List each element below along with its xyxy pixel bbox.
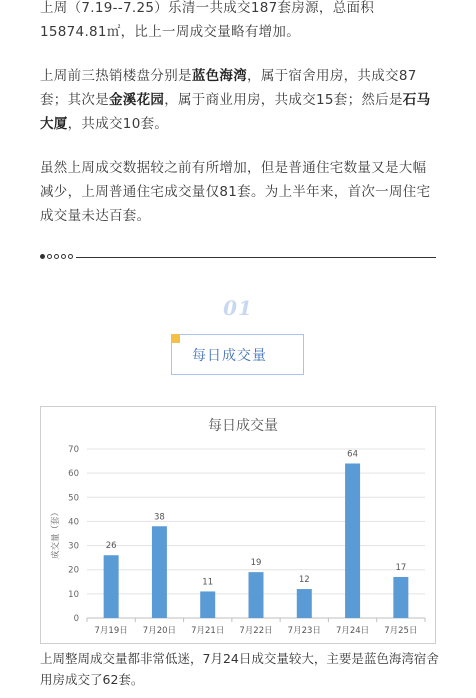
y-tick-label: 10 [68, 589, 79, 600]
y-axis-label: 成交量（套） [51, 507, 61, 560]
paragraph-top-projects [40, 64, 440, 136]
corner-accent [171, 334, 180, 343]
data-label: 11 [202, 577, 214, 588]
project-name-lanse-haiwan: 蓝色海湾 [191, 68, 248, 84]
data-label: 64 [347, 449, 358, 460]
bar [200, 591, 215, 618]
section-divider [40, 252, 436, 264]
x-tick-label: 7月23日 [287, 626, 321, 636]
section-title: 每日成交量 [192, 348, 267, 364]
project-name-jinxi-huayuan: 金溪花园 [109, 92, 165, 108]
paragraph-weekly-summary-text: 上周（7.19--7.25）乐清一共成交187套房源，总面积15874.81㎡，比上一周成交量略有增加。 [40, 0, 375, 40]
project-name-shima-dasha: 石马大厦 [40, 92, 431, 132]
divider-dot [54, 254, 59, 259]
bar [345, 463, 360, 618]
y-tick-label: 40 [68, 517, 79, 528]
text-segment: ，属于宿舍用房，共成交87套；其次是 [40, 68, 417, 108]
bar [152, 526, 167, 618]
text-segment: 上周前三热销楼盘分别是 [40, 68, 192, 84]
chart-caption: 上周整周成交量都非常低迷，7月24日成交量较大，主要是蓝色海湾宿舍用房成交了62套。 [40, 651, 439, 687]
divider-line [76, 257, 436, 258]
paragraph-residential-analysis-text: 虽然上周成交数据较之前有所增加，但是普通住宅数量又是大幅减少，上周普通住宅成交量仅81套。为上半年来，首次一周住宅成交量未达百套。 [40, 160, 431, 224]
bar [393, 577, 408, 618]
divider-dot [47, 254, 52, 259]
y-tick-label: 0 [73, 614, 79, 624]
divider-dot [40, 254, 45, 259]
data-label: 12 [298, 575, 310, 586]
chart-svg [41, 407, 435, 643]
x-tick-label: 7月22日 [239, 626, 273, 636]
divider-dot [61, 254, 66, 259]
text-segment: ，属于商业用房，共成交15套；然后是 [164, 92, 403, 108]
paragraph-weekly-summary [40, 0, 440, 44]
bar [297, 589, 312, 618]
section-title-box [171, 334, 304, 375]
daily-volume-chart [40, 406, 436, 644]
data-label: 26 [105, 541, 117, 552]
data-label: 17 [395, 562, 407, 573]
bar [104, 555, 119, 618]
divider-dot [68, 254, 73, 259]
paragraph-residential-analysis [40, 156, 440, 228]
section-number: 01 [223, 296, 253, 320]
data-label: 19 [250, 558, 262, 569]
y-tick-label: 70 [68, 445, 79, 455]
chart-title: 每日成交量 [208, 418, 278, 434]
text-segment: ，共成交10套。 [67, 116, 169, 132]
x-tick-label: 7月24日 [335, 626, 370, 636]
y-tick-label: 20 [68, 565, 79, 576]
x-tick-label: 7月19日 [94, 626, 128, 636]
x-tick-label: 7月25日 [384, 626, 418, 636]
x-tick-label: 7月20日 [142, 626, 177, 636]
y-tick-label: 50 [68, 493, 79, 504]
y-tick-label: 60 [68, 469, 79, 480]
data-label: 38 [154, 512, 165, 523]
bar [249, 572, 264, 618]
x-tick-label: 7月21日 [191, 626, 225, 636]
y-tick-label: 30 [68, 541, 79, 552]
